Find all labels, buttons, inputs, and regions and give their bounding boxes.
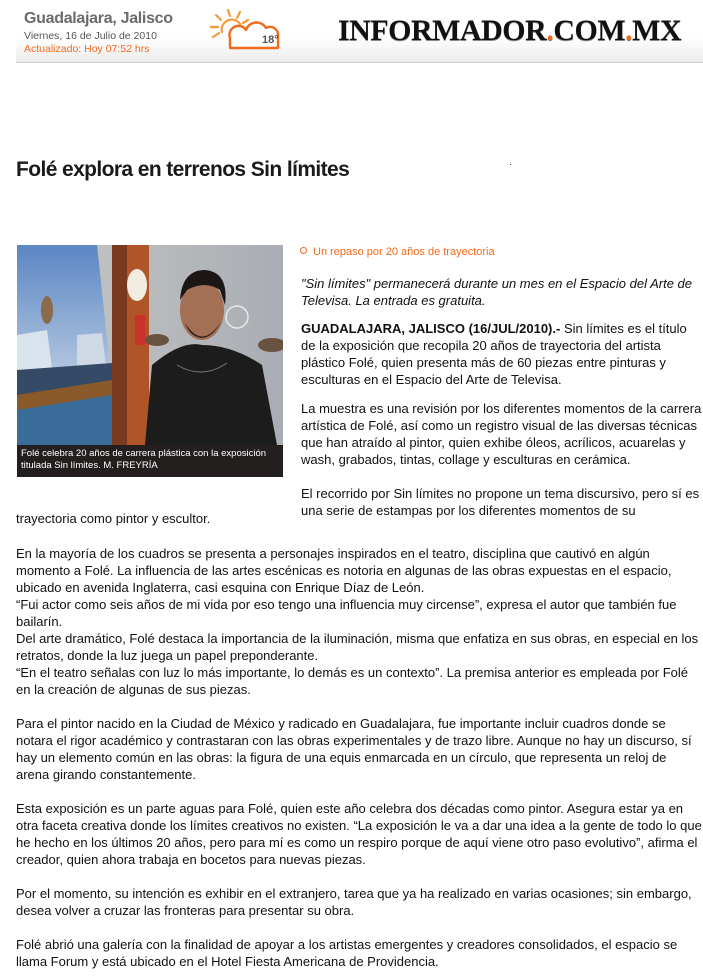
temperature: 18° (262, 34, 279, 46)
article-paragraph: Por el momento, su intención es exhibir en el extranjero, tarea que ya ha realizado en varias ocasiones; sin embargo, desea volver a cruzar las fronteras para presentar su obra. (16, 886, 692, 918)
logo-text: COM (553, 14, 626, 47)
related-link-label[interactable]: Un repaso por 20 años de trayectoria (313, 246, 495, 258)
article-paragraph: trayectoria como pintor y escultor. (16, 511, 211, 526)
logo-dot: . (546, 14, 554, 47)
dateline: GUADALAJARA, JALISCO (16/JUL/2010).- (301, 321, 561, 336)
site-logo[interactable] (338, 14, 681, 48)
article-photo (17, 245, 283, 477)
article-title: Folé explora en terrenos Sin límites (16, 158, 350, 181)
article-paragraph: La muestra es una revisión por los diferentes momentos de la carrera artística de Folé, así como un registro visual de las diversas técnicas que han atraído al pintor, quien exhibe óleos, acrílicos, acuarelas y wash, grabados, tintas, collage y esculturas en cerámica. (301, 401, 702, 467)
header-city: Guadalajara, Jalisco (24, 10, 173, 27)
logo-text: INFORMADOR (338, 14, 547, 47)
site-header (16, 0, 703, 63)
article-paragraph-group (16, 545, 703, 664)
logo-dot: . (625, 14, 633, 47)
article-paragraph: “Fui actor como seis años de mi vida por eso tengo una influencia muy circense”, expresa el autor que también fue bailarín. (16, 597, 677, 629)
article-paragraph: Del arte dramático, Folé destaca la importancia de la iluminación, misma que enfatiza en sus obras, en especial en los retratos, donde la luz juega un papel preponderante. (16, 631, 699, 663)
decorative-dot (510, 164, 511, 165)
article-lead: "Sin límites" permanecerá durante un mes en el Espacio del Arte de Televisa. La entrada es gratuita. (301, 276, 693, 308)
article-paragraph: El recorrido por Sin límites no propone un tema discursivo, pero sí es una serie de estampas por los diferentes momentos de su (301, 486, 700, 518)
article-paragraph (301, 320, 703, 388)
related-link[interactable] (300, 246, 495, 258)
header-updated-time: Actualizado: Hoy 07:52 hrs (24, 43, 150, 55)
article-paragraph: Esta exposición es un parte aguas para Folé, quien este año celebra dos décadas como pintor. Asegura estar ya en otra faceta creativa donde los límites creativos no existen. “La exposición le va a dar una idea a la gente de todo lo que he hecho en los últimos 20 años, pero para mí es como un respiro porque de aquí viene otro paso evolutivo”, afirma el creador, quien ahora trabaja en bocetos para nuevas piezas. (16, 801, 702, 867)
photo-image (17, 245, 283, 445)
article-paragraph: “En el teatro señalas con luz lo más importante, lo demás es un contexto”. La premisa anterior es empleada por Folé en la creación de algunas de sus piezas. (16, 665, 689, 697)
photo-caption: Folé celebra 20 años de carrera plástica con la exposición titulada Sin límites. M. FREYRÍA (21, 448, 267, 471)
logo-text: MX (632, 14, 682, 47)
article-paragraph: En la mayoría de los cuadros se presenta a personajes inspirados en el teatro, disciplina que cautivó en algún momento a Folé. La influencia de las artes escénicas es notoria en algunas de las obras expuestas en el espacio, ubicado en avenida Inglaterra, casi esquina con Enrique Díaz de León. (16, 546, 672, 595)
header-date: Viernes, 16 de Julio de 2010 (24, 30, 157, 42)
article-paragraph: Para el pintor nacido en la Ciudad de México y radicado en Guadalajara, fue importante incluir cuadros donde se notara el rigor académico y contrastaran con las obras experimentales y de trazo libre. Aunque no hay un discurso, sí hay un elemento común en las obras: la figura de una equis enmarcada en un círculo, que representa un reloj de arena girando constantemente. (16, 716, 692, 782)
paragraph-text: Sin límites es el título de la exposición que recopila 20 años de trayectoria del artista plástico Folé, quien presenta más de 60 piezas entre pinturas y esculturas en el Espacio del Arte de Televisa. (301, 321, 687, 387)
article-paragraph: Folé abrió una galería con la finalidad de apoyar a los artistas emergentes y creadores consolidados, el espacio se llama Forum y está ubicado en el Hotel Fiesta Americana de Providencia. (16, 937, 678, 969)
bullet-circle-icon (300, 247, 307, 254)
